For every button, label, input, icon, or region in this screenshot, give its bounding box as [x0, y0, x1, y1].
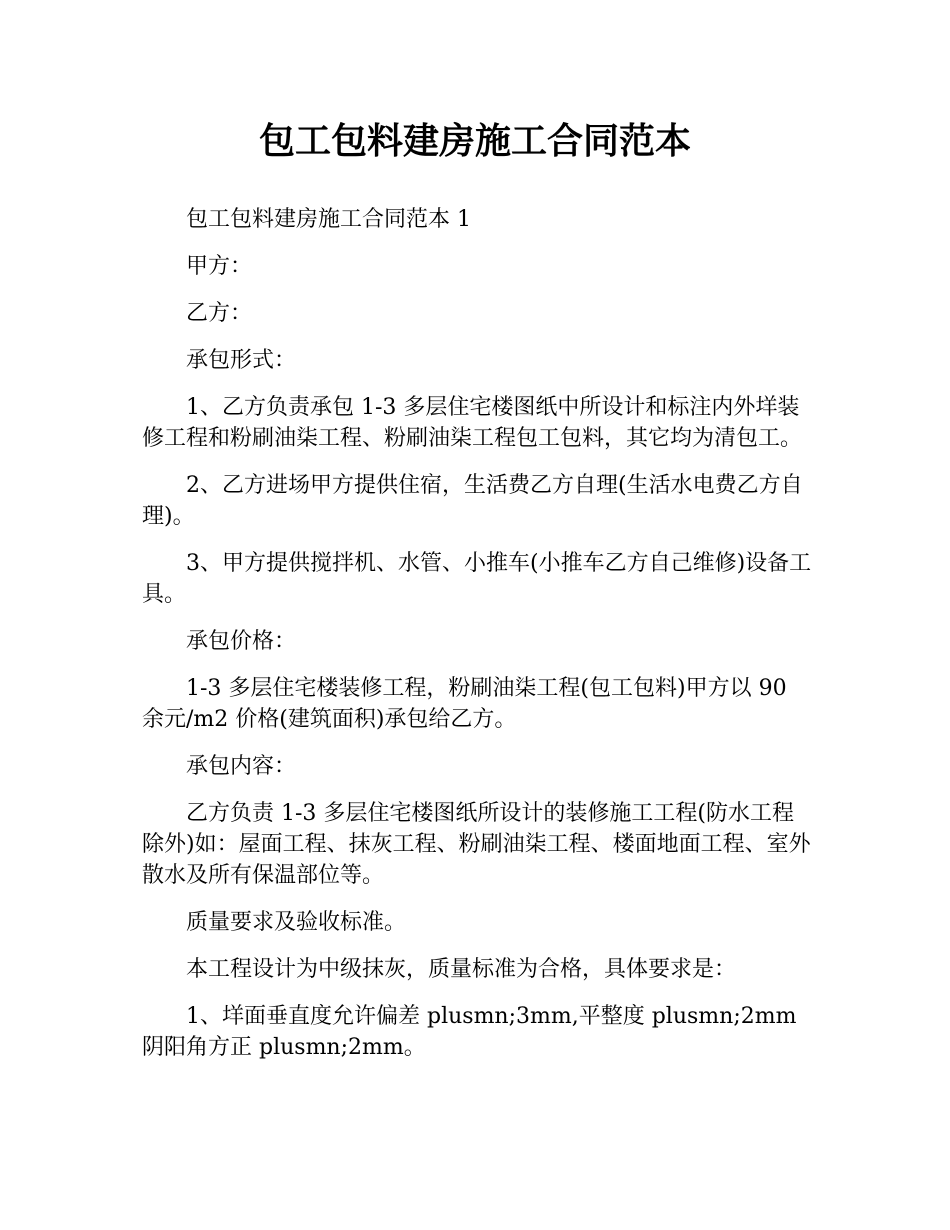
paragraph-quality-item-1: 1、垟面垂直度允许偏差 plusmn;3mm,平整度 plusmn;2mm 阴阳角方正 plusmn;2mm。: [142, 1004, 797, 1060]
paragraph-clause-2: 2、乙方进场甲方提供住宿，生活费乙方自理(生活水电费乙方自理)。: [142, 473, 803, 529]
paragraph-party-b: 乙方：: [186, 301, 253, 326]
paragraph-content-heading: 承包内容：: [186, 754, 297, 779]
paragraph-contract-heading: 包工包料建房施工合同范本 1: [186, 207, 471, 232]
paragraph-quality-intro: 本工程设计为中级抹灰，质量标准为合格，具体要求是：: [186, 957, 737, 982]
paragraph-party-a: 甲方：: [186, 254, 253, 279]
paragraph-price-heading: 承包价格：: [186, 629, 297, 654]
paragraph-content-detail: 乙方负责 1-3 多层住宅楼图纸所设计的装修施工工程(防水工程除外)如：屋面工程、抹灰工程、粉刷油柒工程、楼面地面工程、室外散水及所有保温部位等。: [142, 801, 811, 888]
paragraph-contract-form-heading: 承包形式：: [186, 348, 297, 373]
paragraph-quality-heading: 质量要求及验收标准。: [186, 910, 407, 935]
paragraph-clause-3: 3、甲方提供搅拌机、水管、小推车(小推车乙方自己维修)设备工具。: [142, 551, 812, 607]
document-title: 包工包料建房施工合同范本: [258, 121, 691, 162]
paragraph-price-detail: 1-3 多层住宅楼装修工程，粉刷油柒工程(包工包料)甲方以 90 余元/m2 价格(建筑面积)承包给乙方。: [142, 676, 787, 732]
document-body: [142, 204, 812, 1079]
paragraph-clause-1: 1、乙方负责承包 1-3 多层住宅楼图纸中所设计和标注内外垟装修工程和粉刷油柒工程、粉刷油柒工程包工包料，其它均为清包工。: [142, 395, 803, 451]
